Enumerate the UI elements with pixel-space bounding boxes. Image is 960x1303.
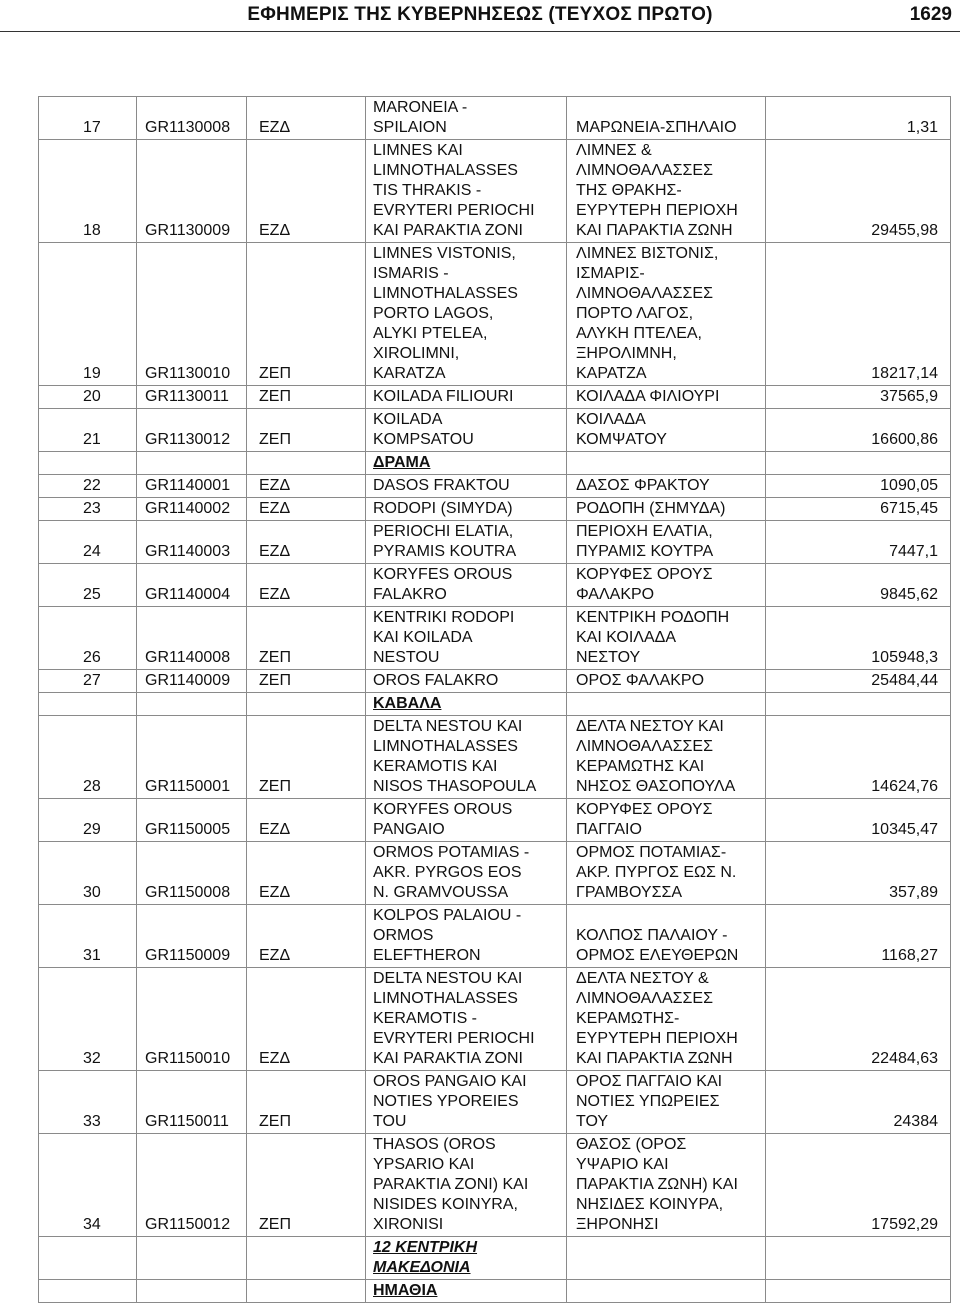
table-row [39, 799, 951, 842]
cell-no: 22 [39, 475, 137, 498]
empty-cell [39, 1237, 137, 1280]
cell-area: 24384 [766, 1071, 951, 1134]
table-row [39, 716, 951, 799]
page-header [0, 0, 960, 32]
table-row [39, 842, 951, 905]
cell-area: 17592,29 [766, 1134, 951, 1237]
cell-area: 18217,14 [766, 243, 951, 386]
cell-name-latin: LIMNES KAI LIMNOTHALASSES TIS THRAKIS - EVRYTERI PERIOCHI KAI PARAKTIA ZONI [366, 140, 567, 243]
cell-no: 32 [39, 968, 137, 1071]
cell-area: 1168,27 [766, 905, 951, 968]
cell-area: 105948,3 [766, 607, 951, 670]
cell-code: GR1130009 [137, 140, 247, 243]
cell-no: 21 [39, 409, 137, 452]
table-row [39, 1071, 951, 1134]
empty-cell [137, 1280, 247, 1303]
table-row [39, 386, 951, 409]
cell-name-greek: ΔΕΛΤΑ ΝΕΣΤΟΥ ΚΑΙ ΛΙΜΝΟΘΑΛΑΣΣΕΣ ΚΕΡΑΜΩΤΗΣ ΚΑΙ ΝΗΣΟΣ ΘΑΣΟΠΟΥΛΑ [567, 716, 766, 799]
cell-no: 19 [39, 243, 137, 386]
cell-area: 10345,47 [766, 799, 951, 842]
cell-no: 25 [39, 564, 137, 607]
cell-code: GR1140004 [137, 564, 247, 607]
section-heading: 12 ΚΕΝΤΡΙΚΗ ΜΑΚΕΔΟΝΙΑ [366, 1237, 567, 1280]
cell-name-latin: RODOPI (SIMYDA) [366, 498, 567, 521]
table-row [39, 905, 951, 968]
sites-table [38, 96, 951, 1303]
empty-cell [247, 1237, 366, 1280]
cell-area: 29455,98 [766, 140, 951, 243]
empty-cell [137, 1237, 247, 1280]
cell-name-greek: ΛΙΜΝΕΣ ΒΙΣΤΟΝΙΣ, ΙΣΜΑΡΙΣ- ΛΙΜΝΟΘΑΛΑΣΣΕΣ ΠΟΡΤΟ ΛΑΓΟΣ, ΑΛΥΚΗ ΠΤΕΛΕΑ, ΞΗΡΟΛΙΜΝΗ, ΚΑΡΑΤΖΑ [567, 243, 766, 386]
cell-name-latin: OROS FALAKRO [366, 670, 567, 693]
empty-cell [39, 1280, 137, 1303]
cell-type: ΖΕΠ [247, 607, 366, 670]
cell-name-greek: ΚΟΛΠΟΣ ΠΑΛΑΙΟΥ - ΟΡΜΟΣ ΕΛΕΥΘΕΡΩΝ [567, 905, 766, 968]
cell-area: 1,31 [766, 97, 951, 140]
cell-area: 37565,9 [766, 386, 951, 409]
cell-type: ΕΖΔ [247, 905, 366, 968]
cell-name-latin: DELTA NESTOU KAI LIMNOTHALASSES KERAMOTIS KAI NISOS THASOPOULA [366, 716, 567, 799]
empty-cell [766, 452, 951, 475]
cell-name-greek: ΡΟΔΟΠΗ (ΣΗΜΥΔΑ) [567, 498, 766, 521]
empty-cell [137, 452, 247, 475]
cell-name-latin: KORYFES OROUS FALAKRO [366, 564, 567, 607]
cell-code: GR1140008 [137, 607, 247, 670]
section-heading-row [39, 1280, 951, 1303]
empty-cell [247, 1280, 366, 1303]
cell-name-greek: ΟΡΜΟΣ ΠΟΤΑΜΙΑΣ- ΑΚΡ. ΠΥΡΓΟΣ ΕΩΣ Ν. ΓΡΑΜΒΟΥΣΣΑ [567, 842, 766, 905]
table-row [39, 498, 951, 521]
section-heading: ΔΡΑΜΑ [366, 452, 567, 475]
empty-cell [39, 693, 137, 716]
cell-code: GR1130011 [137, 386, 247, 409]
cell-area: 357,89 [766, 842, 951, 905]
cell-name-latin: KOILADA KOMPSATOU [366, 409, 567, 452]
table-row [39, 243, 951, 386]
cell-type: ΕΖΔ [247, 498, 366, 521]
cell-name-latin: MARONEIA - SPILAION [366, 97, 567, 140]
cell-no: 23 [39, 498, 137, 521]
cell-code: GR1140002 [137, 498, 247, 521]
cell-area: 6715,45 [766, 498, 951, 521]
cell-name-latin: KOLPOS PALAIOU - ORMOS ELEFTHERON [366, 905, 567, 968]
cell-no: 27 [39, 670, 137, 693]
section-heading-row [39, 452, 951, 475]
empty-cell [247, 693, 366, 716]
cell-code: GR1130012 [137, 409, 247, 452]
empty-cell [766, 1280, 951, 1303]
cell-name-greek: ΛΙΜΝΕΣ & ΛΙΜΝΟΘΑΛΑΣΣΕΣ ΤΗΣ ΘΡΑΚΗΣ- ΕΥΡΥΤΕΡΗ ΠΕΡΙΟΧΗ ΚΑΙ ΠΑΡΑΚΤΙΑ ΖΩΝΗ [567, 140, 766, 243]
cell-type: ΖΕΠ [247, 670, 366, 693]
cell-area: 22484,63 [766, 968, 951, 1071]
cell-name-latin: LIMNES VISTONIS, ISMARIS - LIMNOTHALASSES PORTO LAGOS, ALYKI PTELEA, XIROLIMNI, KARATZA [366, 243, 567, 386]
table-row [39, 968, 951, 1071]
cell-name-greek: ΚΟΙΛΑΔΑ ΦΙΛΙΟΥΡΙ [567, 386, 766, 409]
cell-type: ΖΕΠ [247, 1071, 366, 1134]
cell-code: GR1150009 [137, 905, 247, 968]
table-row [39, 564, 951, 607]
cell-code: GR1140009 [137, 670, 247, 693]
cell-name-greek: ΚΕΝΤΡΙΚΗ ΡΟΔΟΠΗ ΚΑΙ ΚΟΙΛΑΔΑ ΝΕΣΤΟΥ [567, 607, 766, 670]
cell-type: ΖΕΠ [247, 243, 366, 386]
cell-code: GR1130010 [137, 243, 247, 386]
sites-table-body [39, 97, 951, 1303]
cell-name-greek: ΔΑΣΟΣ ΦΡΑΚΤΟΥ [567, 475, 766, 498]
cell-area: 1090,05 [766, 475, 951, 498]
cell-name-latin: DELTA NESTOU KAI LIMNOTHALASSES KERAMOTIS - EVRYTERI PERIOCHI KAI PARAKTIA ZONI [366, 968, 567, 1071]
cell-no: 20 [39, 386, 137, 409]
cell-no: 34 [39, 1134, 137, 1237]
cell-name-greek: ΟΡΟΣ ΦΑΛΑΚΡΟ [567, 670, 766, 693]
cell-name-greek: ΜΑΡΩΝΕΙΑ-ΣΠΗΛΑΙΟ [567, 97, 766, 140]
cell-no: 31 [39, 905, 137, 968]
table-row [39, 97, 951, 140]
cell-code: GR1130008 [137, 97, 247, 140]
section-heading-row [39, 1237, 951, 1280]
cell-name-greek: ΔΕΛΤΑ ΝΕΣΤΟΥ & ΛΙΜΝΟΘΑΛΑΣΣΕΣ ΚΕΡΑΜΩΤΗΣ- ΕΥΡΥΤΕΡΗ ΠΕΡΙΟΧΗ ΚΑΙ ΠΑΡΑΚΤΙΑ ΖΩΝΗ [567, 968, 766, 1071]
cell-name-latin: KOILADA FILIOURI [366, 386, 567, 409]
cell-code: GR1140003 [137, 521, 247, 564]
table-row [39, 409, 951, 452]
cell-area: 9845,62 [766, 564, 951, 607]
table-row [39, 475, 951, 498]
cell-code: GR1140001 [137, 475, 247, 498]
cell-code: GR1150001 [137, 716, 247, 799]
cell-no: 18 [39, 140, 137, 243]
table-row [39, 670, 951, 693]
empty-cell [567, 1237, 766, 1280]
table-row [39, 607, 951, 670]
cell-name-latin: ORMOS POTAMIAS - AKR. PYRGOS EOS N. GRAMVOUSSA [366, 842, 567, 905]
empty-cell [567, 1280, 766, 1303]
cell-type: ΕΖΔ [247, 475, 366, 498]
cell-name-greek: ΚΟΙΛΑΔΑ ΚΟΜΨΑΤΟΥ [567, 409, 766, 452]
cell-area: 16600,86 [766, 409, 951, 452]
empty-cell [247, 452, 366, 475]
cell-type: ΕΖΔ [247, 799, 366, 842]
empty-cell [567, 693, 766, 716]
cell-name-greek: ΚΟΡΥΦΕΣ ΟΡΟΥΣ ΠΑΓΓΑΙΟ [567, 799, 766, 842]
cell-type: ΕΖΔ [247, 564, 366, 607]
cell-name-latin: KORYFES OROUS PANGAIO [366, 799, 567, 842]
cell-type: ΕΖΔ [247, 521, 366, 564]
cell-name-greek: ΚΟΡΥΦΕΣ ΟΡΟΥΣ ΦΑΛΑΚΡΟ [567, 564, 766, 607]
cell-area: 25484,44 [766, 670, 951, 693]
cell-name-latin: KENTRIKI RODOPI KAI KOILADA NESTOU [366, 607, 567, 670]
cell-type: ΖΕΠ [247, 409, 366, 452]
cell-type: ΕΖΔ [247, 968, 366, 1071]
cell-name-latin: DASOS FRAKTOU [366, 475, 567, 498]
empty-cell [137, 693, 247, 716]
cell-name-greek: ΠΕΡΙΟΧΗ ΕΛΑΤΙΑ, ΠΥΡΑΜΙΣ ΚΟΥΤΡΑ [567, 521, 766, 564]
page-title: ΕΦΗΜΕΡΙΣ ΤΗΣ ΚΥΒΕΡΝΗΣΕΩΣ (ΤΕΥΧΟΣ ΠΡΩΤΟ) [247, 4, 713, 25]
cell-no: 24 [39, 521, 137, 564]
cell-name-latin: OROS PANGAIO KAI NOTIES YPOREIES TOU [366, 1071, 567, 1134]
section-heading-row [39, 693, 951, 716]
table-row [39, 521, 951, 564]
cell-code: GR1150011 [137, 1071, 247, 1134]
cell-area: 7447,1 [766, 521, 951, 564]
cell-type: ΖΕΠ [247, 1134, 366, 1237]
cell-no: 17 [39, 97, 137, 140]
cell-code: GR1150010 [137, 968, 247, 1071]
cell-name-greek: ΘΑΣΟΣ (ΟΡΟΣ ΥΨΑΡΙΟ ΚΑΙ ΠΑΡΑΚΤΙΑ ΖΩΝΗ) ΚΑΙ ΝΗΣΙΔΕΣ ΚΟΙΝΥΡΑ, ΞΗΡΟΝΗΣΙ [567, 1134, 766, 1237]
section-heading: ΗΜΑΘΙΑ [366, 1280, 567, 1303]
table-row [39, 1134, 951, 1237]
cell-no: 33 [39, 1071, 137, 1134]
cell-type: ΖΕΠ [247, 716, 366, 799]
cell-name-latin: THASOS (OROS YPSARIO KAI PARAKTIA ZONI) KAI NISIDES KOINYRA, XIRONISI [366, 1134, 567, 1237]
cell-name-latin: PERIOCHI ELATIA, PYRAMIS KOUTRA [366, 521, 567, 564]
empty-cell [39, 452, 137, 475]
cell-no: 30 [39, 842, 137, 905]
cell-area: 14624,76 [766, 716, 951, 799]
cell-type: ΕΖΔ [247, 842, 366, 905]
empty-cell [766, 1237, 951, 1280]
cell-code: GR1150005 [137, 799, 247, 842]
cell-no: 29 [39, 799, 137, 842]
table-row [39, 140, 951, 243]
cell-code: GR1150012 [137, 1134, 247, 1237]
cell-code: GR1150008 [137, 842, 247, 905]
cell-name-greek: ΟΡΟΣ ΠΑΓΓΑΙΟ ΚΑΙ ΝΟΤΙΕΣ ΥΠΩΡΕΙΕΣ ΤΟΥ [567, 1071, 766, 1134]
cell-no: 28 [39, 716, 137, 799]
cell-type: ΖΕΠ [247, 386, 366, 409]
page-number: 1629 [909, 4, 952, 25]
empty-cell [766, 693, 951, 716]
cell-type: ΕΖΔ [247, 97, 366, 140]
section-heading: ΚΑΒΑΛΑ [366, 693, 567, 716]
cell-no: 26 [39, 607, 137, 670]
empty-cell [567, 452, 766, 475]
cell-type: ΕΖΔ [247, 140, 366, 243]
